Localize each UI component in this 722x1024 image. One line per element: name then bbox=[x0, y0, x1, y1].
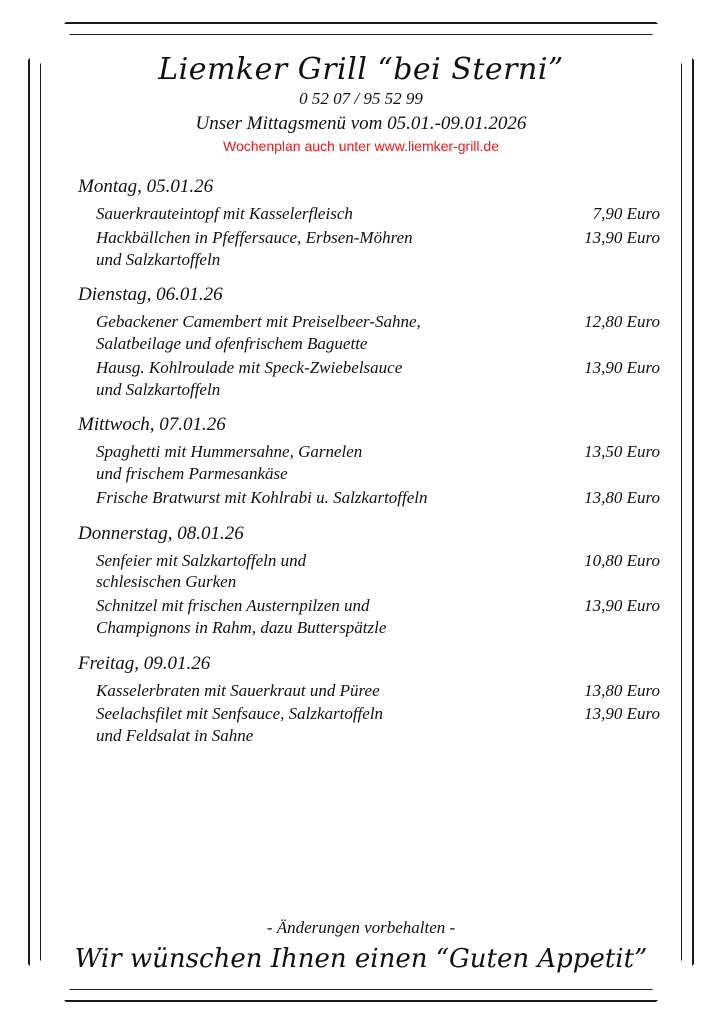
menu-item-description bbox=[96, 227, 554, 271]
day-block bbox=[78, 284, 660, 400]
day-title: Mittwoch, 07.01.26 bbox=[78, 414, 226, 436]
menu-item-line1: Spaghetti mit Hummersahne, Garnelen bbox=[96, 442, 363, 462]
menu-subtitle: Unser Mittagsmenü vom 05.01.-09.01.2026 bbox=[195, 113, 527, 134]
website-link: Wochenplan auch unter www.liemker-grill.de bbox=[223, 138, 499, 154]
menu-item bbox=[96, 550, 660, 594]
menu-item-line1: Kasselerbraten mit Sauerkraut und Püree bbox=[96, 680, 380, 700]
menu-item-line2: Champignons in Rahm, dazu Butterspätzle bbox=[96, 617, 387, 637]
menu-item-description bbox=[96, 595, 554, 639]
menu-item-line2: und Salzkartoffeln bbox=[96, 379, 221, 399]
menu-item bbox=[96, 441, 660, 485]
menu-item bbox=[96, 595, 660, 639]
menu-item-line1: Senfeier mit Salzkartoffeln und bbox=[96, 550, 307, 570]
day-block bbox=[78, 523, 660, 639]
day-block bbox=[78, 653, 660, 747]
menu-item bbox=[96, 311, 660, 355]
day-title: Dienstag, 06.01.26 bbox=[78, 284, 223, 306]
day-block bbox=[78, 176, 660, 270]
menu-days bbox=[56, 176, 666, 747]
footer-disclaimer: - Änderungen vorbehalten - bbox=[266, 918, 456, 937]
menu-item-price: 10,80 Euro bbox=[584, 550, 660, 570]
menu-item-line2: und Salzkartoffeln bbox=[96, 249, 221, 269]
day-items bbox=[78, 441, 660, 508]
menu-item-description bbox=[96, 203, 554, 225]
menu-item-price: 12,80 Euro bbox=[584, 312, 660, 332]
menu-item bbox=[96, 227, 660, 271]
day-title: Montag, 05.01.26 bbox=[78, 176, 214, 197]
menu-item bbox=[96, 203, 660, 225]
menu-item-line1: Hackbällchen in Pfeffersauce, Erbsen-Möhren bbox=[96, 227, 413, 247]
menu-footer bbox=[56, 918, 666, 974]
menu-content bbox=[56, 44, 666, 980]
day-title: Freitag, 09.01.26 bbox=[78, 652, 211, 674]
menu-item-price: 13,90 Euro bbox=[584, 704, 660, 724]
menu-item-price: 13,90 Euro bbox=[584, 596, 660, 615]
day-items bbox=[78, 550, 660, 639]
menu-item-line2: Salatbeilage und ofenfrischem Baguette bbox=[96, 334, 368, 353]
day-title: Donnerstag, 08.01.26 bbox=[78, 522, 244, 544]
menu-item-line1: Seelachsfilet mit Senfsauce, Salzkartoffeln bbox=[96, 704, 384, 724]
menu-item-line1: Schnitzel mit frischen Austernpilzen und bbox=[96, 596, 370, 615]
menu-item bbox=[96, 487, 660, 509]
menu-item-description bbox=[96, 357, 554, 401]
menu-item-description bbox=[96, 680, 554, 702]
menu-item-description bbox=[96, 441, 554, 485]
menu-item-price: 13,80 Euro bbox=[584, 487, 660, 507]
menu-item-line2: schlesischen Gurken bbox=[96, 572, 237, 592]
menu-item bbox=[96, 703, 660, 747]
phone-number: 0 52 07 / 95 52 99 bbox=[299, 89, 423, 108]
day-items bbox=[78, 680, 660, 747]
menu-item-description bbox=[96, 311, 554, 355]
menu-item-line1: Sauerkrauteintopf mit Kasselerfleisch bbox=[96, 204, 353, 223]
menu-item-line1: Hausg. Kohlroulade mit Speck-Zwiebelsauce bbox=[96, 357, 403, 377]
menu-item-price: 13,50 Euro bbox=[584, 442, 660, 462]
day-items bbox=[78, 203, 660, 270]
menu-item-description bbox=[96, 487, 554, 509]
menu-item-price: 13,90 Euro bbox=[584, 357, 660, 377]
menu-item-price: 13,90 Euro bbox=[584, 227, 660, 247]
day-block bbox=[78, 414, 660, 508]
menu-item bbox=[96, 680, 660, 702]
menu-item bbox=[96, 357, 660, 401]
day-items bbox=[78, 311, 660, 400]
footer-wish: Wir wünschen Ihnen einen “Guten Appetit” bbox=[74, 944, 648, 974]
menu-item-line1: Gebackener Camembert mit Preiselbeer-Sahne, bbox=[96, 312, 421, 332]
menu-item-description bbox=[96, 550, 554, 594]
menu-item-line2: und frischem Parmesankäse bbox=[96, 464, 288, 483]
shop-name: Liemker Grill “bei Sterni” bbox=[158, 52, 564, 87]
menu-header bbox=[56, 52, 666, 154]
menu-item-price: 13,80 Euro bbox=[584, 680, 660, 700]
menu-item-line2: und Feldsalat in Sahne bbox=[96, 726, 254, 745]
menu-item-price: 7,90 Euro bbox=[592, 204, 660, 223]
menu-item-line1: Frische Bratwurst mit Kohlrabi u. Salzkartoffeln bbox=[96, 487, 428, 507]
menu-item-description bbox=[96, 703, 554, 747]
